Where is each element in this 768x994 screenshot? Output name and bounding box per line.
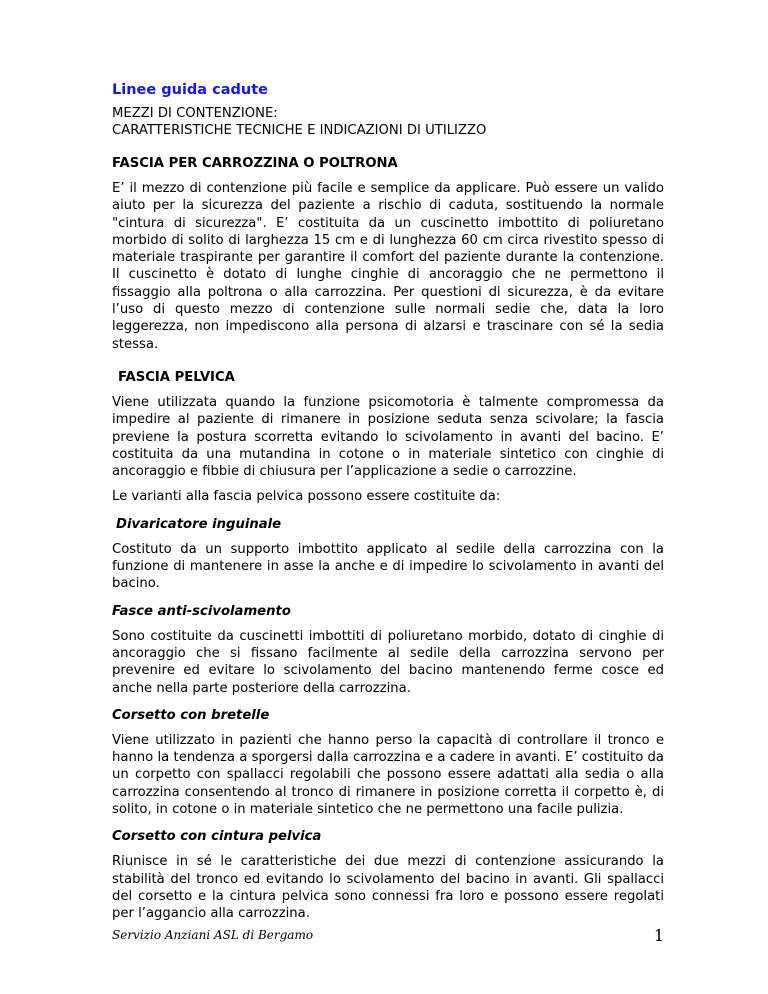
document-subtitle-line-2: CARATTERISTICHE TECNICHE E INDICAZIONI DI UTILIZZO [112,123,487,138]
variant-heading-corsetto-cintura: Corsetto con cintura pelvica [112,829,322,845]
document-subtitle-line-1: MEZZI DI CONTENZIONE: [112,106,278,121]
variant-heading-fasce-anti-scivolamento: Fasce anti-scivolamento [112,603,291,619]
variant-text-fasce-anti-scivolamento: Sono costituite da cuscinetti imbottiti di poliuretano morbido, dotato di cinghie di ancoraggio che si fissano facilmente al sedile della carrozzina servono per prevenire ed evitare lo scivolamento del bacino mantenendo ferme cosce ed anche nella parte posteriore della carrozzina. [112,628,664,696]
variant-text-corsetto-bretelle: Viene utilizzato in pazienti che hanno perso la capacità di controllare il tronco e hanno la tendenza a sporgersi dalla carrozzina e a cadere in avanti. E’ costituito da un corpetto con spallacci regolabili che possono essere adattati alla sedia o alla carrozzina consentendo al tronco di rimanere in posizione corretta il corpetto è, di solito, in cotone o in materiale sintetico che ne permettono una facile pulizia. [112,732,664,818]
section-heading-fascia-carrozzina: FASCIA PER CARROZZINA O POLTRONA [112,156,398,171]
section-text-fascia-pelvica: Viene utilizzata quando la funzione psicomotoria è talmente compromessa da impedire al paziente di rimanere in posizione seduta senza scivolare; la fascia previene la postura scorretta evitando lo scivolamento in avanti del bacino. E’ costituita da una mutandina in cotone o in materiale sintetico con cinghie di ancoraggio e fibbie di chiusura per l’applicazione a sedie o carrozzine. [112,394,664,480]
page-number: 1 [653,926,664,945]
variant-text-corsetto-cintura: Riunisce in sé le caratteristiche dei due mezzi di contenzione assicurando la stabilità del tronco ed evitando lo scivolamento del bacino in avanti. Gli spallacci del corsetto e la cintura pelvica sono connessi fra loro e possono essere regolati per l’aggancio alla carrozzina. [112,854,664,922]
section-heading-fascia-pelvica: FASCIA PELVICA [118,369,235,385]
document-title: Linee guida cadute [112,82,268,98]
variant-text-divaricatore: Costituto da un supporto imbottito applicato al sedile della carrozzina con la funzione di mantenere in asse la anche e di impedire lo scivolamento in avanti del bacino. [112,541,664,592]
page-footer [112,926,664,946]
variant-heading-corsetto-bretelle: Corsetto con bretelle [112,707,270,723]
section-text-fascia-carrozzina: E’ il mezzo di contenzione più facile e semplice da applicare. Può essere un valido aiuto per la sicurezza del paziente a rischio di caduta, sostituendo la normale "cintura di sicurezza". E’ costituita da un cuscinetto imbottito di poliuretano morbido di solito di larghezza 15 cm e di lunghezza 60 cm circa rivestito spesso di materiale traspirante per garantire il comfort del paziente durante la contenzione. Il cuscinetto è dotato di lunghe cinghie di ancoraggio che ne permettono il fissaggio alla poltrona o alla carrozzina. Per questioni di sicurezza, è da evitare l’uso di questo mezzo di contenzione sulle normali sedie che, data la loro leggerezza, non impediscono alla persona di alzarsi e trascinare con sé la sedia stessa. [112,181,664,352]
section-text-varianti-intro: Le varianti alla fascia pelvica possono essere costituite da: [112,489,501,505]
document-body [112,82,664,923]
footer-text: Servizio Anziani ASL di Bergamo [112,928,314,942]
variant-heading-divaricatore: Divaricatore inguinale [116,516,282,532]
